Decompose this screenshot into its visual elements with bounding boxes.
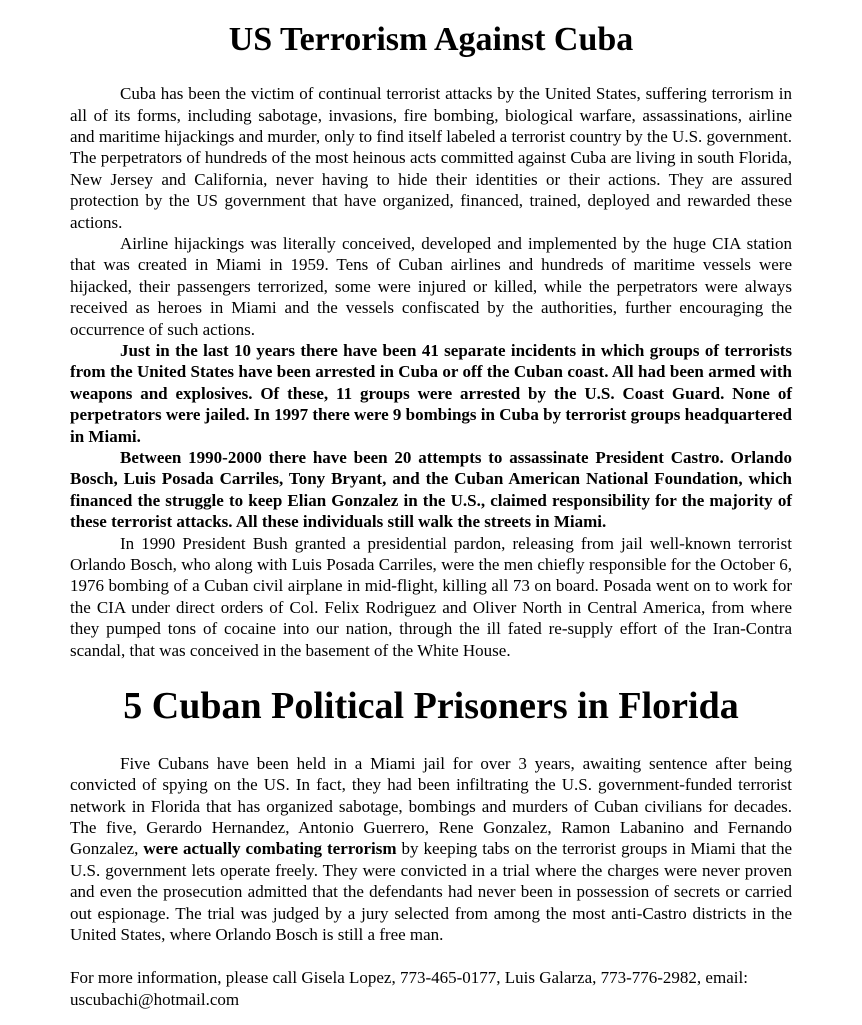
paragraph-five-cubans: [70, 753, 792, 946]
paragraph-airline-hijackings: Airline hijackings was literally conceived, developed and implemented by the huge CIA station that was created in Miami in 1959. Tens of Cuban airlines and hundreds of maritime vessels were hijacked, their passengers terrorized, some were injured or killed, while the perpetrators were always received as heroes in Miami and the vessels confiscated by the authorities, further encouraging the occurrence of such actions.: [70, 233, 792, 339]
paragraph-1990-pardon: In 1990 President Bush granted a presidential pardon, releasing from jail well-known terrorist Orlando Bosch, who along with Luis Posada Carriles, were the men chiefly responsible for the October 6, 1976 bombing of a Cuban civil airplane in mid-flight, killing all 73 on board. Posada went on to work for the CIA under direct orders of Col. Felix Rodriguez and Oliver North in Central America, from where they pumped tons of cocaine into our nation, through the ill fated re-supply effort of the Iran-Contra scandal, that was conceived in the basement of the White House.: [70, 533, 792, 660]
five-cubans-text-after-bold: by keeping tabs on the terrorist groups in Miami that the U.S. government lets operate freely. They were convicted in a trial where the charges were never proven and even the prosecution admitted that the defendants had never been in possession of secrets or carried out espionage. The trial was judged by a jury selected from among the most anti-Castro districts in the United States, where Orlando Bosch is still a free man.: [70, 839, 793, 944]
contact-email: uscubachi@hotmail.com: [70, 989, 240, 1009]
paragraph-41-incidents: Just in the last 10 years there have been 41 separate incidents in which groups of terrorists from the United States have been arrested in Cuba or off the Cuban coast. All had been armed with weapons and explosives. Of these, 11 groups were arrested by the U.S. Coast Guard. None of perpetrators were jailed. In 1997 there were 9 bombings in Cuba by terrorist groups headquartered in Miami.: [70, 340, 792, 446]
paragraph-cuba-victim: Cuba has been the victim of continual terrorist attacks by the United States, suffering terrorism in all of its forms, including sabotage, invasions, fire bombing, biological warfare, assassinations, airline and maritime hijackings and murder, only to find itself labeled a terrorist country by the U.S. government. The perpetrators of hundreds of the most heinous acts committed against Cuba are living in south Florida, New Jersey and California, never having to hide their identities or their actions. They are assured protection by the US government that have organized, financed, trained, deployed and rewarded these actions.: [70, 84, 792, 232]
heading-us-terrorism-against-cuba: US Terrorism Against Cuba: [228, 21, 634, 58]
paragraph-20-attempts: Between 1990-2000 there have been 20 attempts to assassinate President Castro. Orlando Bosch, Luis Posada Carriles, Tony Bryant, and the Cuban American National Foundation, which financed the struggle to keep Elian Gonzalez in the U.S., claimed responsibility for the majority of these terrorist attacks. All these individuals still walk the streets in Miami.: [70, 448, 792, 532]
heading-5-cuban-political-prisoners: 5 Cuban Political Prisoners in Florida: [123, 685, 739, 728]
five-cubans-bold-phrase: were actually combating terrorism: [143, 839, 397, 859]
five-cubans-text-before-bold: Five Cubans have been held in a Miami jail for over 3 years, awaiting sentence after being convicted of spying on the US. In fact, they had been infiltrating the U.S. government-funded terrorist network in Florida that has organized sabotage, bombings and murders of Cuban civilians for decades. The five, Gerardo Hernandez, Antonio Guerrero, Rene Gonzalez, Ramon Labanino and Fernando Gonzalez,: [70, 753, 792, 859]
contact-info: [70, 967, 792, 1010]
contact-text: For more information, please call Gisela Lopez, 773-465-0177, Luis Galarza, 773-776-2982, email:: [70, 968, 748, 988]
